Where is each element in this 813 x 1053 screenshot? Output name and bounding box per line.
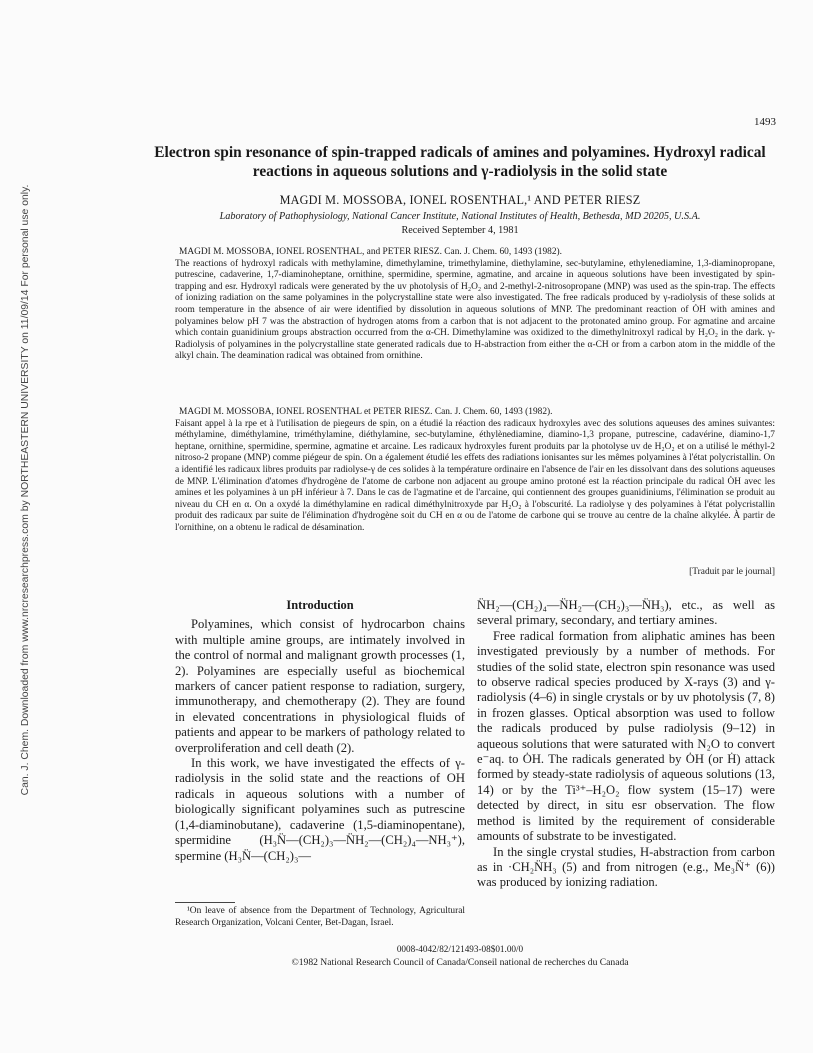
section-heading-introduction: Introduction xyxy=(286,598,354,612)
footnote-divider xyxy=(175,902,235,903)
abstract-citation-fr: MAGDI M. MOSSOBA, IONEL ROSENTHAL et PETER RIESZ. Can. J. Chem. 60, 1493 (1982). xyxy=(179,407,553,417)
article-title: Electron spin resonance of spin-trapped radicals of amines and polyamines. Hydroxyl radical reactions in aqueous solutions and γ-radiolysis in the solid state xyxy=(154,144,766,180)
author-affiliation: Laboratory of Pathophysiology, National Cancer Institute, National Institutes of Health, Bethesda, MD 20205, U.S.A. xyxy=(219,211,701,222)
download-notice: Can. J. Chem. Downloaded from www.nrcresearchpress.com by NORTHEASTERN UNIVERSITY on 11/09/14 For personal use only. xyxy=(20,184,31,796)
right-column xyxy=(477,598,775,891)
body-paragraph: In the single crystal studies, H-abstraction from carbon as in ·CH₂N̈H₃ (5) and from nitrogen (e.g., Me₃N̈⁺ (6)) was produced by ionizing radiation. xyxy=(477,844,775,890)
abstract-french xyxy=(175,407,775,535)
abstract-english xyxy=(175,247,775,363)
body-paragraph: In this work, we have investigated the effects of γ-radiolysis in the solid state and the reactions of OH radicals in aqueous solutions with a number of biologically significant polyamines such as putrescine (1,4-diaminobutane), cadaverine (1,5-diaminopentane), spermidine (H₃N̈—(CH₂)₃—N̈H₂—(CH₂)₄—NH₃⁺), spermine (H₃N̈—(CH₂)₃— xyxy=(175,756,465,863)
translation-note: [Traduit par le journal] xyxy=(689,567,775,577)
body-paragraph: Polyamines, which consist of hydrocarbon chains with multiple amine groups, are intimately involved in the control of normal and malignant growth processes (1, 2). Polyamines are especially useful as biochemical markers of cancer patient response to radiation, surgery, immunotherapy, and chemotherapy (2). They are found in elevated concentrations in physiological fluids of patients and appear to be markers of pathology related to overproliferation and cell death (2). xyxy=(175,617,465,755)
copyright-line: ©1982 National Research Council of Canada/Conseil national de recherches du Canada xyxy=(291,957,629,968)
page-number: 1493 xyxy=(754,116,776,128)
abstract-text-fr: Faisant appel à la rpe et à l'utilisation de piegeurs de spin, on a étudié la réaction des radicaux hydroxyles avec des solutions aqueuses des amines suivantes: méthylamine, diméthylamine, triméthylamine, diéthylamine, sec-butylamine, éthylènediamine, diamino-1,3 propane, putrescine, cadavérine, diamino-1,7 heptane, ornithine, spermidine, spermine, agmatine et arcaine. Les radicaux hydroxyles furent produits par la photolyse uv de H₂O₂ et on a utilisé le méthyl-2 nitroso-2 propane (MNP) comme piégeur de spin. On a également étudié les effets des radiations ionisantes sur les mêmes polyamines à l'état polycristallin. On a identifié les radicaux libres produits par radiolyse-γ de ces solides à la température ordinaire en l'absence de l'air en les dissolvant dans des solutions aqueuses de MNP. L'élimination d'atomes d'hydrogène de l'atome de carbone non adjacent au groupe amino protoné est la réaction principale du radical ȮH avec les amines et les polyamines à un pH inférieur à 7. Dans le cas de l'agmatine et de l'arcaine, qui contiennent des groupes guanidiniums, l'élimination se produit au niveau du CH en α. On a oxydé la diméthylamine en radical diméthylnitroxyde par H₂O₂ à l'obscurité. La radiolyse γ des polyamines à l'état polycristallin produit des radicaux par suite de l'élimination d'hydrogène soit du CH en α ou de l'atome de carbone qui se trouve au centre de la chaîne alkylée. À partir de l'ornithine, on a obtenu le radical de désamination. xyxy=(175,418,775,533)
abstract-citation-en: MAGDI M. MOSSOBA, IONEL ROSENTHAL, and PETER RIESZ. Can. J. Chem. 60, 1493 (1982). xyxy=(179,247,562,257)
abstract-text-en: The reactions of hydroxyl radicals with methylamine, dimethylamine, trimethylamine, diethylamine, sec-butylamine, ethylenediamine, 1,3-diaminopropane, putrescine, cadaverine, 1,7-diaminoheptane, ornithine, spermidine, spermine, agmatine, and arcaine in aqueous solutions have been investigated by spin-trapping and esr. Hydroxyl radicals were generated by the uv photolysis of H₂O₂ and 2-methyl-2-nitrosopropane (MNP) was used as the spin-trap. The effects of ionizing radiation on the same polyamines in the polycrystalline state were also investigated. The free radicals produced by γ-radiolysis of these solids at room temperature in the absence of air were identified by dissolution in aqueous solutions of MNP. The predominant reaction of ȮH with amines and polyamines below pH 7 was the abstraction of hydrogen atoms from a carbon that is not adjacent to the protonated amino group. For agmatine and arcaine which contain guanidinium groups abstraction occurred from the α-CH. Dimethylamine was oxidized to the dimethylnitroxyl radical by H₂O₂ in the dark. γ-Radiolysis of polyamines in the polycrystalline state generated radicals due to H-abstraction from either the α-CH or from a carbon atom in the middle of the alkyl chain. The deamination radical was obtained from ornithine. xyxy=(175,258,775,362)
body-paragraph: Free radical formation from aliphatic amines has been investigated previously by a number of methods. For studies of the solid state, electron spin resonance was used to observe radical species produced by X-rays (3) and γ-radiolysis (4–6) in single crystals or by uv photolysis (7, 8) in frozen glasses. Optical absorption was used to follow the radicals produced by pulse radiolysis (9–12) in aqueous solutions that were saturated with N₂O to convert e⁻aq. to ȮH. The radicals generated by ȮH (or Ḣ) attack formed by steady-state radiolysis of aqueous solutions (13, 14) or by the Ti³⁺–H₂O₂ flow system (15–17) were detected by direct, in situ esr observation. The flow method is limited by the requirement of considerable amounts of substrate to be investigated. xyxy=(477,628,775,844)
received-date: Received September 4, 1981 xyxy=(401,225,519,236)
left-column xyxy=(175,598,465,864)
issn-line: 0008-4042/82/121493-08$01.00/0 xyxy=(396,944,524,954)
article-authors: MAGDI M. MOSSOBA, IONEL ROSENTHAL,¹ AND PETER RIESZ xyxy=(279,193,641,207)
footnote: ¹On leave of absence from the Department of Technology, Agricultural Research Organization, Volcani Center, Bet-Dagan, Israel. xyxy=(175,906,465,928)
body-paragraph: N̈H₂—(CH₂)₄—N̈H₂—(CH₂)₃—N̈H₃), etc., as well as several primary, secondary, and tertiary amines. xyxy=(477,598,775,628)
download-sidebar xyxy=(6,180,46,800)
